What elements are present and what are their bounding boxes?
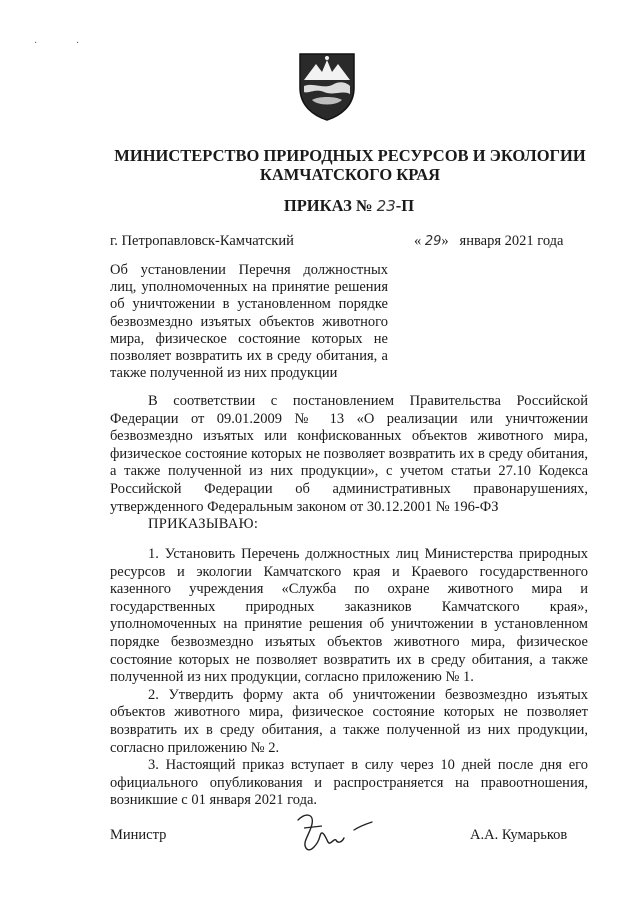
ministry-heading <box>0 146 640 184</box>
order-item-1: 1. Установить Перечень должностных лиц Министерства природных ресурсов и экологии Камчатского края и Краевого государственного казенного учреждения «Служба по охране животного мира и государственных природных заказников Камчатского края», уполномоченных на принятие решения об уничтожении в установленном порядке безвозмездно изъятых объектов животного мира, физическое состояние которых не позволяет возвратить их в среду обитания, а также полученной из них продукции, согласно приложению № 1. <box>110 546 588 686</box>
scan-marks: · · <box>34 38 98 49</box>
order-item-2: 2. Утвердить форму акта об уничтожении безвозмездно изъятых объектов животного мира, физическое состояние которых не позволяет возвратить их в среду обитания, а также полученной из них продукции, согласно приложению № 2. <box>110 686 588 756</box>
order-label: ПРИКАЗ № <box>283 196 373 215</box>
preamble-paragraph: В соответствии с постановлением Правительства Российской Федерации от 09.01.2009 № 13 «О реализации или уничтожении безвозмездно изъятых или конфискованных объектов животного мира, физическое состояние которых не позволяет возвратить их в среду обитания, а также полученной из них продукции», с учетом статьи 27.10 Кодекса Российской Федерации об административных правонарушениях, утвержденного Федеральным законом от 30.12.2001 № 196-ФЗ <box>110 393 588 515</box>
date-day: 29 <box>424 234 442 249</box>
order-title <box>0 196 640 216</box>
order-date <box>414 233 563 250</box>
order-subject: Об установлении Перечня должностных лиц, уполномоченных на принятие решения об уничтожении в установленном порядке безвозмездно изъятых объектов животного мира, физическое состояние которых не позволяет возвратить их в среду обитания, а также полученной из них продукции <box>110 262 388 382</box>
order-item-3: 3. Настоящий приказ вступает в силу через 10 дней после дня его официального опубликования и распространяется на правоотношения, возникшие с 01 января 2021 года. <box>110 757 588 809</box>
date-close-quote: » <box>441 233 449 249</box>
order-suffix: -П <box>395 196 415 215</box>
ministry-line-1: МИНИСТЕРСТВО ПРИРОДНЫХ РЕСУРСОВ И ЭКОЛОГИИ <box>114 146 586 165</box>
command-word: ПРИКАЗЫВАЮ: <box>148 516 259 532</box>
date-rest: января 2021 года <box>459 233 564 249</box>
date-open-quote: « <box>414 233 422 249</box>
order-items <box>110 546 588 810</box>
city-text: г. Петропавловск-Камчатский <box>110 233 294 249</box>
ministry-line-2: КАМЧАТСКОГО КРАЯ <box>259 165 441 184</box>
signatory-title: Министр <box>110 827 167 843</box>
order-number: 23 <box>376 197 396 215</box>
coat-of-arms-icon <box>296 50 358 122</box>
signature-icon <box>292 808 382 858</box>
signatory-name: А.А. Кумарьков <box>470 827 568 843</box>
